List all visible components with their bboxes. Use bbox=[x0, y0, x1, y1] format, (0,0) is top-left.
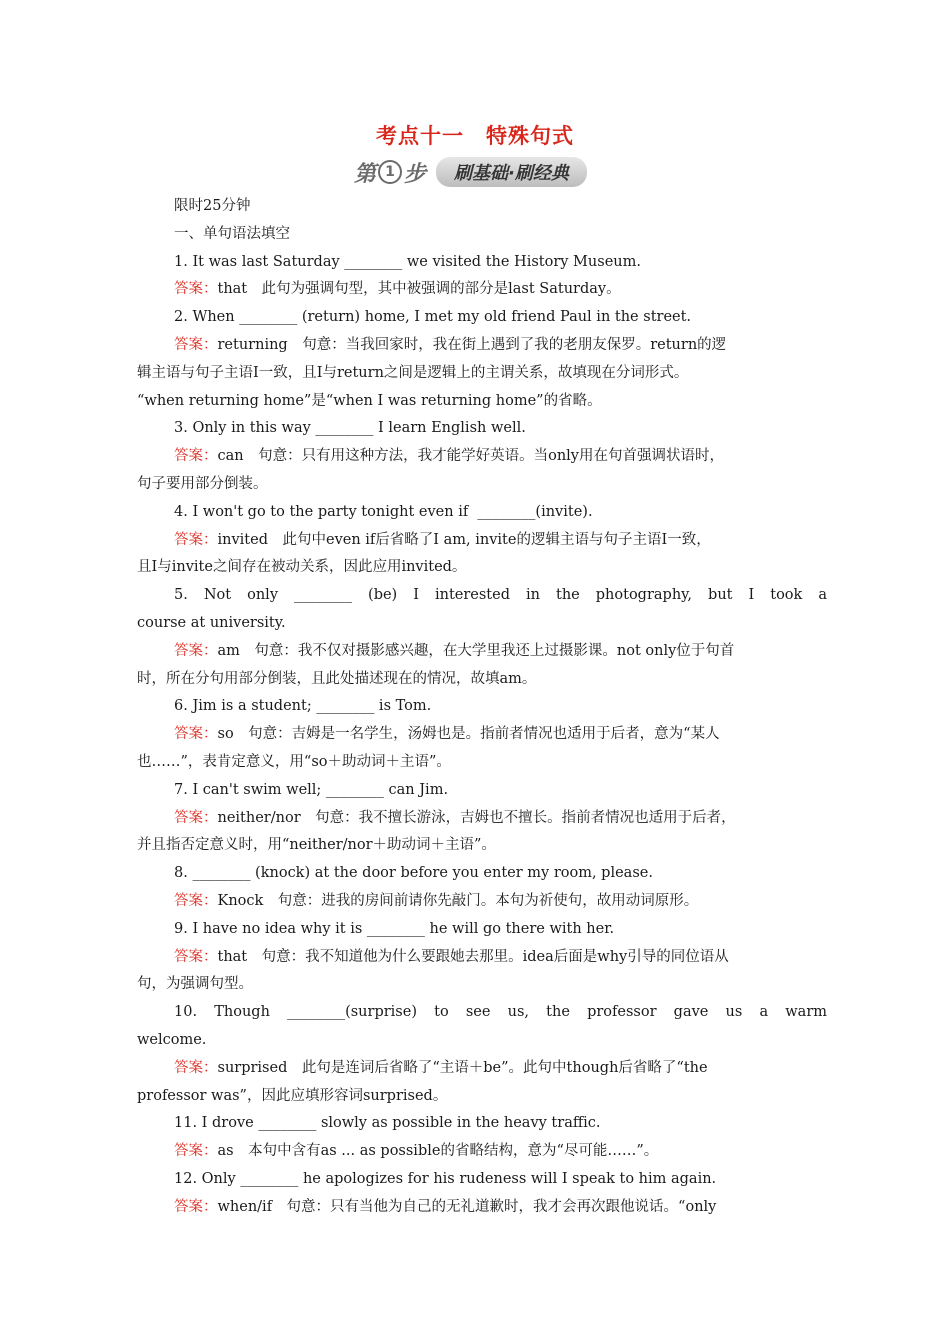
step-prefix: 第 bbox=[354, 161, 377, 187]
answer-label: 答案： bbox=[174, 1143, 218, 1160]
answer-text: returning 句意：当我回家时，我在街上遇到了我的老朋友保罗。return的逻 bbox=[217, 336, 727, 353]
answer-line-cont: 时，所在分句用部分倒装，且此处描述现在的情况，故填am。 bbox=[137, 670, 537, 687]
question-list bbox=[137, 249, 827, 1222]
answer-line bbox=[137, 527, 827, 555]
answer-label: 答案： bbox=[174, 1198, 218, 1215]
answer-line bbox=[137, 1138, 827, 1166]
answer-line-cont: 并且指否定意义时，用“neither/nor＋助动词＋主语”。 bbox=[137, 837, 496, 854]
answer-line bbox=[137, 1194, 827, 1222]
step-banner bbox=[354, 156, 587, 188]
answer-label: 答案： bbox=[174, 726, 218, 743]
step-number-badge: 1 bbox=[378, 160, 402, 184]
question-line: 4. I won't go to the party tonight even if ________(invite). bbox=[174, 503, 593, 520]
question-line: 12. Only ________ he apologizes for his rudeness will I speak to him again. bbox=[174, 1170, 717, 1187]
step-suffix: 步 bbox=[404, 161, 427, 187]
question-line-cont: welcome. bbox=[137, 1031, 207, 1048]
answer-line-cont: 句，为强调句型。 bbox=[137, 976, 253, 993]
answer-text: that 句意：我不知道他为什么要跟她去那里。idea后面是why引导的同位语从 bbox=[217, 948, 729, 965]
answer-label: 答案： bbox=[174, 892, 218, 909]
answer-line bbox=[137, 443, 827, 471]
answer-line bbox=[137, 888, 827, 916]
answer-text: invited 此句中even if后省略了I am, invite的逻辑主语与句子主语I一致， bbox=[217, 531, 711, 548]
answer-label: 答案： bbox=[174, 336, 218, 353]
answer-label: 答案： bbox=[174, 948, 218, 965]
question-line-cont: course at university. bbox=[137, 614, 286, 631]
answer-label: 答案： bbox=[174, 809, 218, 826]
answer-label: 答案： bbox=[174, 531, 218, 548]
answer-line-cont: “when returning home”是“when I was returning home”的省略。 bbox=[137, 392, 602, 409]
step-label bbox=[354, 157, 426, 188]
answer-label: 答案： bbox=[174, 448, 218, 465]
question-line: 6. Jim is a student; ________ is Tom. bbox=[174, 698, 432, 715]
answer-line bbox=[137, 944, 827, 972]
answer-line-cont: 句子要用部分倒装。 bbox=[137, 475, 268, 492]
question-line: 11. I drove ________ slowly as possible in the heavy traffic. bbox=[174, 1115, 601, 1132]
answer-text: so 句意：吉姆是一名学生，汤姆也是。指前者情况也适用于后者，意为“某人 bbox=[217, 726, 720, 743]
answer-text: Knock 句意：进我的房间前请你先敲门。本句为祈使句，故用动词原形。 bbox=[217, 892, 699, 909]
question-line: 9. I have no idea why it is ________ he will go there with her. bbox=[174, 920, 615, 937]
answer-line-cont: professor was”，因此应填形容词surprised。 bbox=[137, 1087, 448, 1104]
question-line: 3. Only in this way ________ I learn English well. bbox=[174, 420, 526, 437]
answer-label: 答案： bbox=[174, 1059, 218, 1076]
answer-line bbox=[137, 276, 827, 304]
answer-text: as 本句中含有as ... as possible的省略结构，意为“尽可能……”。 bbox=[217, 1143, 659, 1160]
question-line: 10. Though ________(surprise) to see us, the professor gave us a warm bbox=[174, 1004, 827, 1021]
question-line: 1. It was last Saturday ________ we visited the History Museum. bbox=[174, 253, 641, 270]
answer-text: that 此句为强调句型，其中被强调的部分是last Saturday。 bbox=[217, 281, 621, 298]
answer-line bbox=[137, 721, 827, 749]
step-pill: 刷基础·刷经典 bbox=[436, 157, 587, 187]
answer-text: surprised 此句是连词后省略了“主语＋be”。此句中though后省略了“the bbox=[217, 1059, 708, 1076]
answer-line bbox=[137, 805, 827, 833]
exercise-body bbox=[137, 193, 827, 1221]
answer-text: when/if 句意：只有当他为自己的无礼道歉时，我才会再次跟他说话。“only bbox=[217, 1198, 717, 1215]
page-title: 考点十一 特殊句式 bbox=[376, 124, 574, 148]
question-line: 8. ________ (knock) at the door before you enter my room, please. bbox=[174, 865, 653, 882]
question-line: 5. Not only ________ (be) I interested in the photography, but I took a bbox=[174, 587, 827, 604]
answer-line bbox=[137, 332, 827, 360]
answer-line bbox=[137, 1055, 827, 1083]
question-line: 2. When ________ (return) home, I met my old friend Paul in the street. bbox=[174, 309, 692, 326]
section-heading: 一、单句语法填空 bbox=[174, 225, 290, 242]
answer-line-cont: 且I与invite之间存在被动关系，因此应用invited。 bbox=[137, 559, 467, 576]
answer-text: can 句意：只有用这种方法，我才能学好英语。当only用在句首强调状语时， bbox=[217, 448, 724, 465]
answer-line bbox=[137, 638, 827, 666]
answer-line-cont: 辑主语与句子主语I一致，且I与return之间是逻辑上的主谓关系，故填现在分词形式。 bbox=[137, 364, 689, 381]
answer-line-cont: 也……”，表肯定意义，用“so＋助动词＋主语”。 bbox=[137, 753, 451, 770]
question-line: 7. I can't swim well; ________ can Jim. bbox=[174, 781, 449, 798]
answer-label: 答案： bbox=[174, 281, 218, 298]
answer-label: 答案： bbox=[174, 642, 218, 659]
answer-text: neither/nor 句意：我不擅长游泳，吉姆也不擅长。指前者情况也适用于后者， bbox=[217, 809, 736, 826]
time-limit: 限时25分钟 bbox=[174, 198, 251, 214]
answer-text: am 句意：我不仅对摄影感兴趣，在大学里我还上过摄影课。not only位于句首 bbox=[217, 642, 735, 659]
